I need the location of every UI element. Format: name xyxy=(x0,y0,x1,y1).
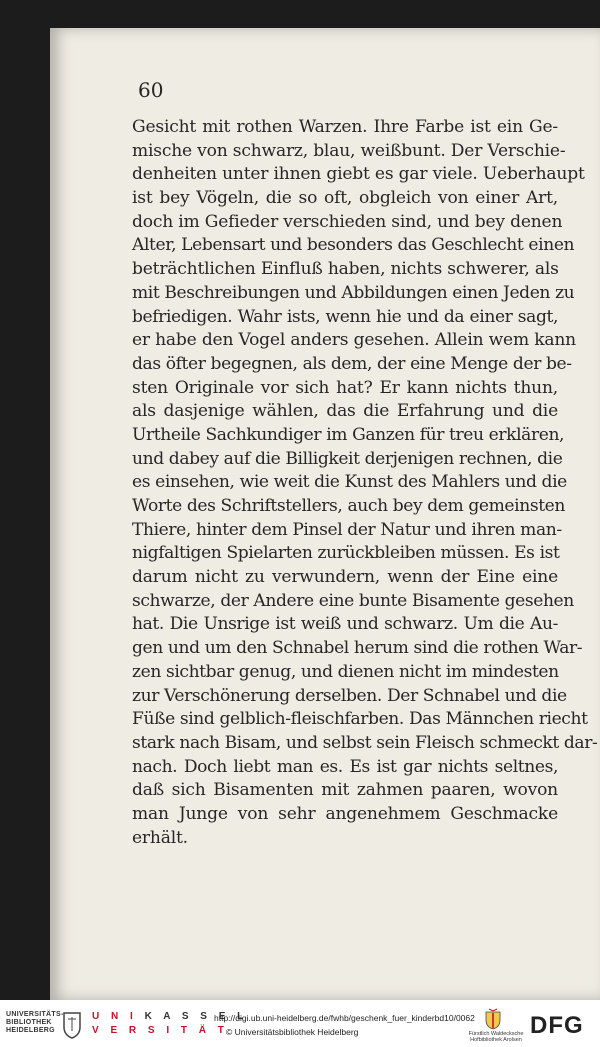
heidelberg-logo-line: UNIVERSITÄTS- xyxy=(6,1011,64,1018)
text-line: doch im Gefieder verschieden sind, und bey denen xyxy=(132,211,563,232)
text-line: beträchtlichen Einfluß haben, nichts schwerer, als xyxy=(132,259,559,280)
text-line: denheiten unter ihnen giebt es gar viele. Ueberhaupt xyxy=(132,164,585,185)
text-line: Worte des Schriftstellers, auch bey dem gemeinsten xyxy=(132,496,565,516)
text-line: gen und um den Schnabel herum sind die rothen War- xyxy=(132,638,583,659)
text-line: daß sich Bisamenten mit zahmen paaren, wovon xyxy=(132,780,558,801)
waldeck-logo-line: Fürstlich Waldecksche xyxy=(468,1031,524,1037)
text-line: und dabey auf die Billigkeit derjenigen rechnen, die xyxy=(132,448,563,469)
page-body-text xyxy=(132,116,598,850)
text-line: als dasjenige wählen, das die Erfahrung und die xyxy=(132,401,558,422)
text-line: Alter, Lebensart und besonders das Geschlecht einen xyxy=(132,235,575,256)
text-line: nach. Doch liebt man es. Es ist gar nichts seltnes, xyxy=(132,756,558,777)
heidelberg-logo-line: HEIDELBERG xyxy=(6,1027,55,1034)
kassel-logo-word: K A S S E L xyxy=(144,1011,248,1022)
dfg-logo[interactable]: DFG xyxy=(530,1012,584,1039)
text-line: Gesicht mit rothen Warzen. Ihre Farbe ist ein Ge- xyxy=(132,117,558,137)
text-line: erhält. xyxy=(132,827,188,848)
text-line: zen sichtbar genug, und dienen nicht im mindesten xyxy=(132,661,559,682)
page-number: 60 xyxy=(138,78,164,102)
uni-kassel-logo[interactable] xyxy=(92,1010,248,1038)
text-line: schwarze, der Andere eine bunte Bisamente gesehen xyxy=(132,590,574,611)
waldeck-library-logo[interactable] xyxy=(466,1031,526,1043)
footer-bar xyxy=(0,1000,600,1047)
text-line: das öfter begegnen, als dem, der eine Menge der be- xyxy=(132,353,572,374)
text-line: ist bey Vögeln, die so oft, obgleich von einer Art, xyxy=(132,188,558,209)
heidelberg-seal-icon xyxy=(60,1011,84,1039)
heidelberg-logo-line: BIBLIOTHEK xyxy=(6,1019,52,1026)
text-line: befriedigen. Wahr ists, wenn hie und da einer sagt, xyxy=(132,306,558,327)
text-line: hat. Die Unsrige ist weiß und schwarz. Um die Au- xyxy=(132,614,558,635)
source-url[interactable]: http://digi.ub.uni-heidelberg.de/fwhb/geschenk_fuer_kinderbd10/0062 xyxy=(214,1013,475,1023)
copyright-notice: © Universitätsbibliothek Heidelberg xyxy=(226,1027,359,1037)
text-line: Thiere, hinter dem Pinsel der Natur und ihren man- xyxy=(132,519,562,540)
text-line: man Junge von sehr angenehmem Geschmacke xyxy=(132,803,558,824)
text-line: darum nicht zu verwundern, wenn der Eine eine xyxy=(132,567,558,588)
text-line: es einsehen, wie weit die Kunst des Mahlers und die xyxy=(132,472,567,493)
kassel-logo-bottom: V E R S I T Ä T xyxy=(92,1025,229,1036)
waldeck-logo-line: Hofbibliothek Arolsen xyxy=(470,1037,522,1043)
text-line: stark nach Bisam, und selbst sein Fleisch schmeckt dar- xyxy=(132,732,598,753)
text-line: sten Originale vor sich hat? Er kann nichts thun, xyxy=(132,377,558,398)
heidelberg-library-logo[interactable] xyxy=(6,1011,64,1035)
text-line: Füße sind gelblich-fleischfarben. Das Männchen riecht xyxy=(132,709,588,730)
kassel-logo-top: U N I K A S S E L xyxy=(92,1011,248,1022)
text-line: er habe den Vogel anders gesehen. Allein wem kann xyxy=(132,330,576,351)
text-line: zur Verschönerung derselben. Der Schnabel und die xyxy=(132,685,567,706)
text-line: mische von schwarz, blau, weißbunt. Der Verschie- xyxy=(132,140,566,161)
text-line: nigfaltigen Spielarten zurückbleiben müssen. Es ist xyxy=(132,543,560,564)
waldeck-crest-icon xyxy=(484,1008,502,1030)
text-line: mit Beschreibungen und Abbildungen einen Jeden zu xyxy=(132,282,575,303)
text-line: Urtheile Sachkundiger im Ganzen für treu erklären, xyxy=(132,424,565,445)
